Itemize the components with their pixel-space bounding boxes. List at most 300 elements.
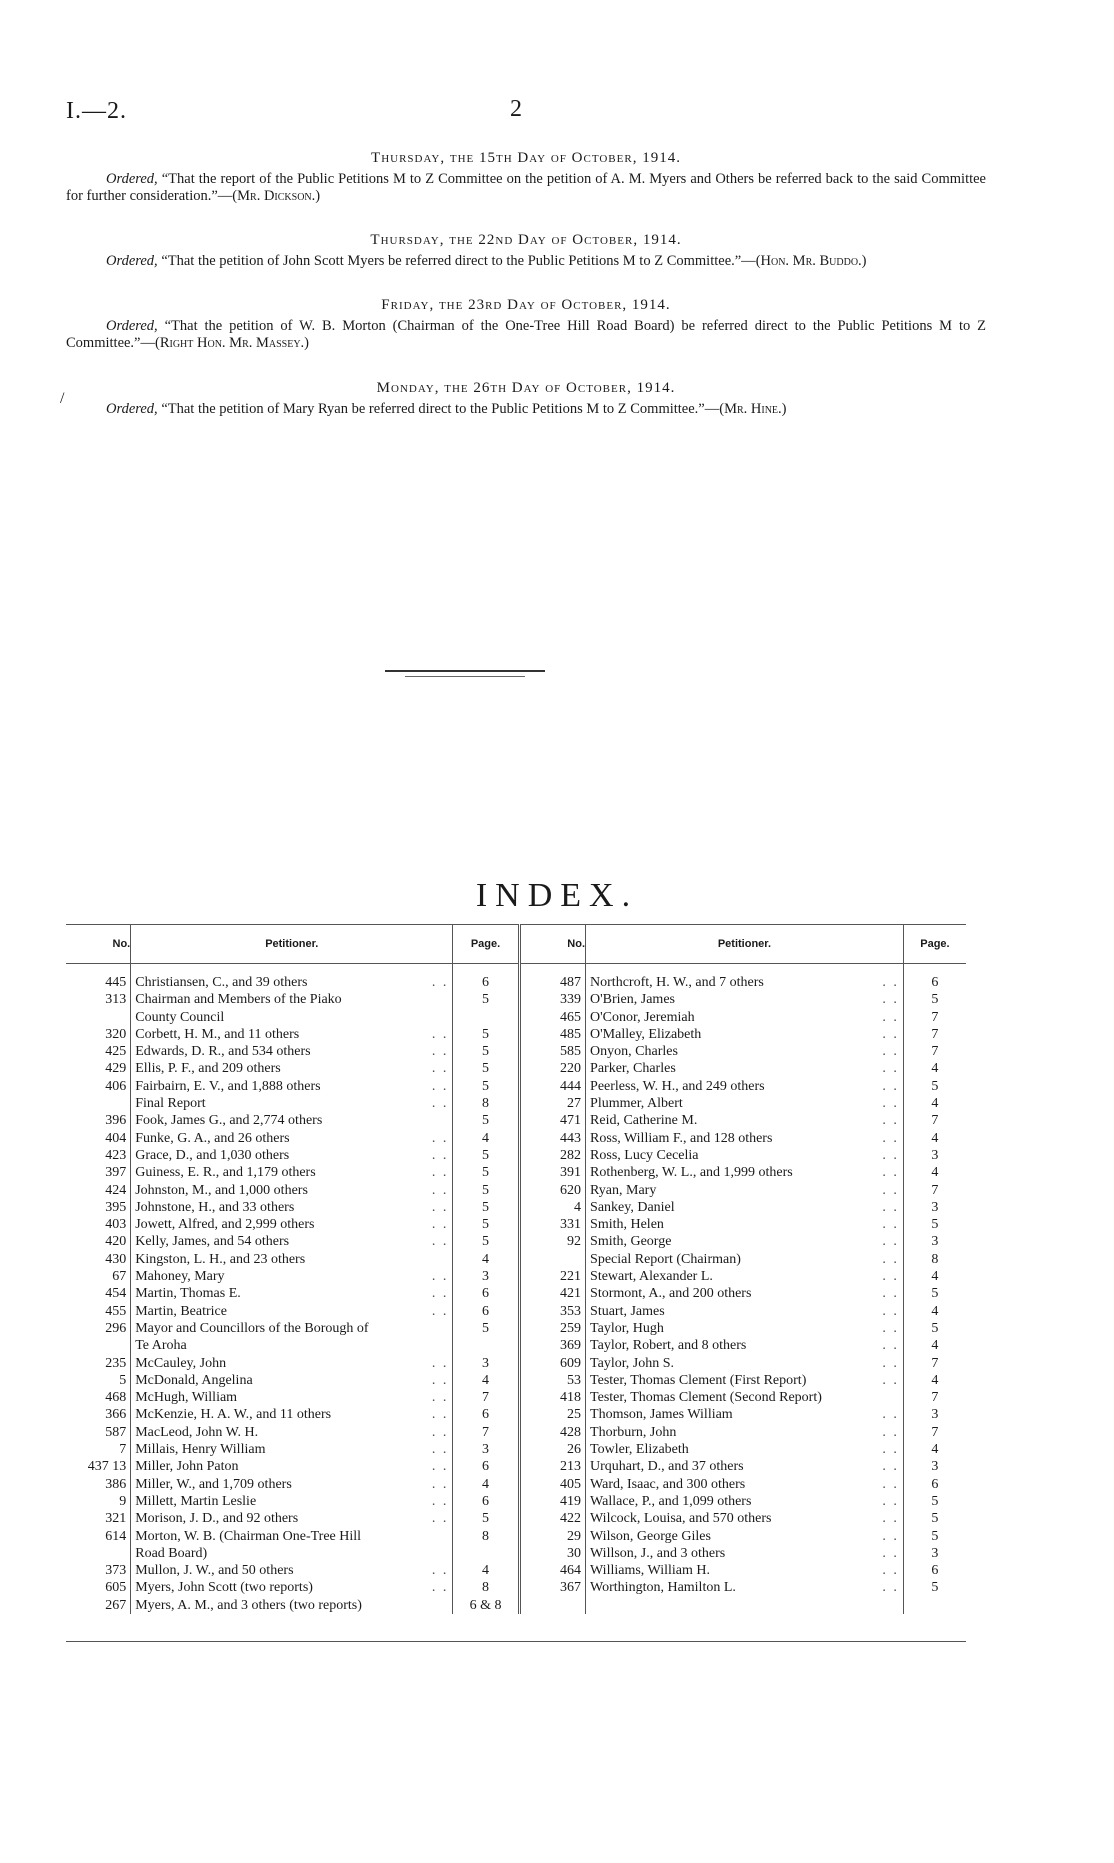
petitioner-name-left-text: Mahoney, Mary <box>135 1269 225 1285</box>
petition-number-left <box>66 991 131 1008</box>
petitioner-name-right-text: Parker, Charles <box>590 1061 676 1077</box>
petitioner-name-right <box>586 1545 904 1562</box>
page-ref-left-text: 3 <box>482 1442 490 1458</box>
page-ref-right <box>903 1389 966 1406</box>
petition-number-left-text: 235 <box>105 1355 127 1371</box>
page-ref-right-text: 7 <box>931 1026 939 1042</box>
index-row <box>66 1251 966 1268</box>
petition-number-left <box>66 1510 131 1527</box>
petition-number-left-text: 445 <box>105 975 127 990</box>
leader-dots: . . <box>882 1199 899 1215</box>
leader-dots: . . <box>882 1545 899 1561</box>
petitioner-name-right-text: Wilcock, Louisa, and 570 others <box>590 1511 772 1527</box>
petition-number-right <box>519 1320 585 1337</box>
petition-number-left-text: 7 <box>119 1442 127 1458</box>
petitioner-name-right-text: Thomson, James William <box>590 1407 733 1423</box>
page-ref-left <box>453 1268 519 1285</box>
leader-dots: . . <box>431 1044 449 1060</box>
page-ref-right <box>903 1579 966 1596</box>
petitioner-name-right <box>586 991 904 1008</box>
petition-number-left-text: 366 <box>105 1407 127 1423</box>
page-ref-right <box>903 1078 966 1095</box>
page-ref-left-text: 5 <box>482 1234 490 1250</box>
petitioner-name-right <box>586 1320 904 1337</box>
index-row <box>66 991 966 1008</box>
petition-number-left-text: 429 <box>105 1061 127 1077</box>
petition-number-right-text: 339 <box>560 992 582 1008</box>
petition-number-right-text: 405 <box>560 1476 582 1492</box>
petition-number-right <box>519 1147 585 1164</box>
petitioner-name-left <box>131 964 453 992</box>
petition-number-left <box>66 1406 131 1423</box>
petitioner-name-right <box>586 1424 904 1441</box>
petition-number-left-text: 437 13 <box>87 1459 127 1475</box>
petitioner-name-right-text: Stuart, James <box>590 1303 665 1319</box>
leader-dots: . . <box>431 975 449 990</box>
petitioner-name-right-text: Towler, Elizabeth <box>590 1442 689 1458</box>
petitioner-name-right-text: Taylor, Robert, and 8 others <box>590 1338 747 1354</box>
petition-number-left <box>66 1095 131 1112</box>
petition-number-left-text: 67 <box>112 1269 127 1285</box>
entry-date: Thursday, the 22nd Day of October, 1914. <box>370 232 682 248</box>
page-ref-right <box>903 964 966 992</box>
page-ref-right <box>903 1216 966 1233</box>
page-ref-right-text: 7 <box>931 1390 939 1406</box>
page-ref-right <box>903 1112 966 1129</box>
index-body <box>66 964 966 1614</box>
page-ref-left <box>453 1009 519 1026</box>
petition-number-left <box>66 1164 131 1181</box>
petition-number-left-text: 267 <box>105 1597 127 1613</box>
petition-number-left <box>66 1130 131 1147</box>
petitioner-name-right-text: Wallace, P., and 1,099 others <box>590 1493 752 1509</box>
page-ref-right-text: 7 <box>931 1355 939 1371</box>
petition-number-left-text: 396 <box>105 1113 127 1129</box>
page-ref-right-text: 7 <box>931 1182 939 1198</box>
page-ref-right-text: 3 <box>931 1234 939 1250</box>
petition-number-left <box>66 1545 131 1562</box>
page-ref-left-text: 4 <box>482 1563 490 1579</box>
petitioner-name-left-text: McHugh, William <box>135 1390 238 1406</box>
entry-date: Thursday, the 15th Day of October, 1914. <box>371 150 681 166</box>
petition-number-left-text: 5 <box>119 1372 127 1388</box>
page-ref-right-text: 5 <box>931 1217 939 1233</box>
page-ref-right <box>903 1233 966 1250</box>
petition-number-right-text: 4 <box>574 1199 582 1215</box>
page-ref-right <box>903 1320 966 1337</box>
petitioner-name-right-text: Smith, Helen <box>590 1217 664 1233</box>
leader-dots: . . <box>431 1026 449 1042</box>
page-ref-right-text: 5 <box>931 1528 939 1544</box>
petition-number-right <box>519 1545 585 1562</box>
page-ref-right-text: 4 <box>931 1130 939 1146</box>
petitioner-name-left-text: Final Report <box>135 1096 206 1112</box>
petition-number-left-text: 468 <box>105 1390 127 1406</box>
petitioner-name-right <box>586 1389 904 1406</box>
petition-number-left <box>66 1303 131 1320</box>
petitioner-name-left <box>131 1026 453 1043</box>
page-ref-left <box>453 1233 519 1250</box>
petition-number-right-text: 471 <box>560 1113 582 1129</box>
mover: (Mr. Hine.) <box>719 401 787 417</box>
page-ref-right <box>903 1545 966 1562</box>
petition-number-right-text: 465 <box>560 1009 582 1025</box>
page-ref-left <box>453 1164 519 1181</box>
motion-text: “That the petition of John Scott Myers be referred direct to the Public Petitions M to Z Committee.”— <box>157 253 756 269</box>
page-ref-left-text: 5 <box>482 1044 490 1060</box>
index-row <box>66 1199 966 1216</box>
index-row <box>66 1216 966 1233</box>
petitioner-name-left-text: Mayor and Councillors of the Borough of <box>135 1320 369 1336</box>
page-ref-left <box>453 1476 519 1493</box>
page-ref-left <box>453 1372 519 1389</box>
page-ref-right <box>903 1355 966 1372</box>
leader-dots: . . <box>882 1407 899 1423</box>
page-ref-right <box>903 1424 966 1441</box>
page-ref-left <box>453 1199 519 1216</box>
index-row <box>66 1406 966 1423</box>
page-ref-right <box>903 1458 966 1475</box>
page-ref-left <box>453 1112 519 1129</box>
page-ref-right-text: 4 <box>931 1338 939 1354</box>
petition-number-left-text: 406 <box>105 1078 127 1094</box>
petition-number-right <box>519 1458 585 1475</box>
petition-number-left-text: 9 <box>119 1493 127 1509</box>
index-row <box>66 1009 966 1026</box>
petitioner-name-left <box>131 1597 453 1614</box>
page-ref-left <box>453 1078 519 1095</box>
petitioner-name-left <box>131 1510 453 1527</box>
leader-dots: . . <box>431 1096 449 1112</box>
petitioner-name-left-text: Millett, Martin Leslie <box>135 1493 257 1509</box>
petitioner-name-right <box>586 1579 904 1596</box>
page-ref-left <box>453 1060 519 1077</box>
entry-oct-23 <box>66 297 986 352</box>
petitioner-name-right <box>586 1112 904 1129</box>
leader-dots: . . <box>431 1286 449 1302</box>
petition-number-left-text: 455 <box>105 1303 127 1319</box>
petitioner-name-right <box>586 1233 904 1250</box>
petitioner-name-left <box>131 1130 453 1147</box>
page-ref-right-text: 5 <box>931 1078 939 1094</box>
page-ref-right-text: 5 <box>931 1493 939 1509</box>
margin-mark: / <box>60 390 65 407</box>
petition-number-right <box>519 1355 585 1372</box>
page-ref-left-text: 6 <box>482 1286 490 1302</box>
page-ref-right <box>903 1528 966 1545</box>
petition-number-left <box>66 1424 131 1441</box>
petition-number-right-text: 391 <box>560 1165 582 1181</box>
petition-number-left <box>66 1579 131 1596</box>
page-ref-left-text: 3 <box>482 1269 490 1285</box>
leader-dots: . . <box>431 1061 449 1077</box>
petition-number-right <box>519 1199 585 1216</box>
page-ref-right-text: 3 <box>931 1199 939 1215</box>
petition-number-left-text: 395 <box>105 1199 127 1215</box>
leader-dots: . . <box>882 1182 899 1198</box>
page-ref-left <box>453 1216 519 1233</box>
petitioner-name-left <box>131 1285 453 1302</box>
page-ref-left <box>453 1597 519 1614</box>
petitioner-name-right-text: Peerless, W. H., and 249 others <box>590 1078 765 1094</box>
mover: (Hon. Mr. Buddo.) <box>755 253 867 269</box>
page-ref-left-text: 5 <box>482 1199 490 1215</box>
leader-dots: . . <box>882 1061 899 1077</box>
petitioner-name-left-text: Corbett, H. M., and 11 others <box>135 1026 300 1042</box>
page-ref-right <box>903 1130 966 1147</box>
petitioner-name-left <box>131 1476 453 1493</box>
petition-number-left <box>66 1355 131 1372</box>
page-ref-left-text: 3 <box>482 1355 490 1371</box>
entry-oct-26 <box>66 380 986 418</box>
petitioner-name-right-text: Willson, J., and 3 others <box>590 1545 726 1561</box>
petition-number-right <box>519 1130 585 1147</box>
petition-number-right <box>519 1424 585 1441</box>
petitioner-name-right-text: Ryan, Mary <box>590 1182 657 1198</box>
petitioner-name-left-text: Morison, J. D., and 92 others <box>135 1511 299 1527</box>
page-ref-right-text: 4 <box>931 1061 939 1077</box>
petition-number-left-text: 373 <box>105 1563 127 1579</box>
petitioner-name-left <box>131 1355 453 1372</box>
petitioner-name-left <box>131 1268 453 1285</box>
petition-number-right <box>519 1579 585 1596</box>
index-row <box>66 1285 966 1302</box>
entry-oct-22 <box>66 232 986 270</box>
petition-number-left-text: 404 <box>105 1130 127 1146</box>
petitioner-name-left <box>131 1182 453 1199</box>
petitioner-name-right <box>586 1337 904 1354</box>
page-ref-left <box>453 1424 519 1441</box>
page-ref-right-text: 3 <box>931 1545 939 1561</box>
page-ref-left-text: 5 <box>482 1217 490 1233</box>
page-ref-left-text: 7 <box>482 1424 490 1440</box>
petitioner-name-left-text: Christiansen, C., and 39 others <box>135 975 308 990</box>
paper-reference: I.—2. <box>66 98 127 124</box>
petitioner-name-right <box>586 1493 904 1510</box>
petition-number-right <box>519 1095 585 1112</box>
petition-number-right <box>519 964 585 992</box>
ordered-label: Ordered, <box>106 401 158 417</box>
petition-number-left <box>66 1043 131 1060</box>
petitioner-name-left <box>131 1406 453 1423</box>
petitioner-name-right <box>586 1009 904 1026</box>
petitioner-name-right <box>586 1285 904 1302</box>
page-ref-right <box>903 1095 966 1112</box>
petition-number-right-text: 620 <box>560 1182 582 1198</box>
page-ref-right <box>903 1441 966 1458</box>
petitioner-name-left <box>131 1337 453 1354</box>
petitioner-name-right-text: Rothenberg, W. L., and 1,999 others <box>590 1165 793 1181</box>
petitioner-name-right <box>586 1216 904 1233</box>
petition-number-left <box>66 1597 131 1614</box>
entry-text <box>66 401 986 418</box>
leader-dots: . . <box>431 1424 449 1440</box>
petitioner-name-right-text: O'Malley, Elizabeth <box>590 1026 702 1042</box>
page-number: 2 <box>510 96 522 122</box>
index-row <box>66 1355 966 1372</box>
index-row <box>66 1424 966 1441</box>
petitioner-name-left <box>131 1372 453 1389</box>
page-ref-left-text: 4 <box>482 1130 490 1146</box>
leader-dots: . . <box>431 1407 449 1423</box>
petition-number-right-text: 30 <box>567 1545 582 1561</box>
petition-number-left <box>66 1060 131 1077</box>
ordered-label: Ordered, <box>106 318 158 334</box>
petition-number-right-text: 29 <box>567 1528 582 1544</box>
page-ref-left <box>453 1389 519 1406</box>
leader-dots: . . <box>882 1009 899 1025</box>
petitioner-name-right-text: Special Report (Chairman) <box>590 1251 741 1267</box>
leader-dots: . . <box>882 1442 899 1458</box>
petitioner-name-right <box>586 1510 904 1527</box>
index-row <box>66 1528 966 1545</box>
page-ref-right <box>903 1251 966 1268</box>
leader-dots: . . <box>431 1442 449 1458</box>
petitioner-name-right <box>586 1372 904 1389</box>
motion-text: “That the petition of W. B. Morton (Chairman of the One-Tree Hill Road Board) be referred direct to the Public Petitions M to Z Committee.”— <box>66 318 986 351</box>
leader-dots: . . <box>882 1528 899 1544</box>
petition-number-right-text: 443 <box>560 1130 582 1146</box>
petition-number-left-text: 420 <box>105 1234 127 1250</box>
petition-number-left <box>66 1458 131 1475</box>
petitioner-name-right <box>586 1078 904 1095</box>
petition-number-left-text: 587 <box>105 1424 127 1440</box>
petition-number-right-text: 419 <box>560 1493 582 1509</box>
petition-number-left-text: 605 <box>105 1580 127 1596</box>
petition-number-right <box>519 1285 585 1302</box>
leader-dots: . . <box>431 1476 449 1492</box>
page-ref-left <box>453 1337 519 1354</box>
page-ref-right <box>903 1268 966 1285</box>
petitioner-name-right <box>586 1406 904 1423</box>
petition-number-left-text: 321 <box>105 1511 127 1527</box>
petitioner-name-left <box>131 1060 453 1077</box>
index-row <box>66 1233 966 1250</box>
petitioner-name-left <box>131 1147 453 1164</box>
petition-number-right <box>519 1562 585 1579</box>
petitioner-name-right <box>586 1147 904 1164</box>
leader-dots: . . <box>882 1511 899 1527</box>
petition-number-right <box>519 1164 585 1181</box>
petition-number-left <box>66 1199 131 1216</box>
petition-number-left <box>66 1147 131 1164</box>
entry-date: Friday, the 23rd Day of October, 1914. <box>381 297 671 313</box>
header-no-left: No. <box>66 925 131 964</box>
petitioner-name-right-text: Taylor, Hugh <box>590 1320 664 1336</box>
petition-number-left <box>66 1182 131 1199</box>
page-ref-right-text: 6 <box>931 975 939 990</box>
page-ref-right-text: 7 <box>931 1044 939 1060</box>
petitioner-name-left-text: Guiness, E. R., and 1,179 others <box>135 1165 316 1181</box>
petition-number-left-text: 430 <box>105 1251 127 1267</box>
entry-text <box>66 171 986 205</box>
page-ref-right-text: 7 <box>931 1009 939 1025</box>
page-ref-left <box>453 1251 519 1268</box>
petitioner-name-right <box>586 1458 904 1475</box>
section-divider <box>385 670 545 672</box>
index-row <box>66 1476 966 1493</box>
ordered-label: Ordered, <box>106 253 158 269</box>
header-petitioner-left: Petitioner. <box>131 925 453 964</box>
page-ref-right-text: 3 <box>931 1147 939 1163</box>
petition-number-right <box>519 991 585 1008</box>
petitioner-name-left <box>131 1009 453 1026</box>
page-ref-left <box>453 1528 519 1545</box>
petitioner-name-left <box>131 991 453 1008</box>
petition-number-right-text: 25 <box>567 1407 582 1423</box>
page-ref-left <box>453 1130 519 1147</box>
page-ref-right-text: 3 <box>931 1459 939 1475</box>
page-ref-left-text: 6 <box>482 1303 490 1319</box>
petitioner-name-left-text: Miller, W., and 1,709 others <box>135 1476 292 1492</box>
petitioner-name-left-text: Kingston, L. H., and 23 others <box>135 1251 306 1267</box>
petition-number-right-text: 585 <box>560 1044 582 1060</box>
petition-number-right-text: 487 <box>560 975 582 990</box>
petitioner-name-right <box>586 1199 904 1216</box>
petitioner-name-left <box>131 1164 453 1181</box>
petitioner-name-right <box>586 1251 904 1268</box>
petitioner-name-right-text: Stormont, A., and 200 others <box>590 1286 752 1302</box>
petition-number-left <box>66 1441 131 1458</box>
page-ref-left <box>453 1026 519 1043</box>
page-ref-right <box>903 1182 966 1199</box>
petitioner-name-left-text: Jowett, Alfred, and 2,999 others <box>135 1217 315 1233</box>
petition-number-left-text: 397 <box>105 1165 127 1181</box>
petition-number-left <box>66 1320 131 1337</box>
page-ref-left-text: 6 <box>482 1493 490 1509</box>
petition-number-right <box>519 1337 585 1354</box>
leader-dots: . . <box>882 1286 899 1302</box>
page-ref-left <box>453 1458 519 1475</box>
page-ref-right-text: 5 <box>931 992 939 1008</box>
leader-dots: . . <box>431 1078 449 1094</box>
petition-number-left-text: 454 <box>105 1286 127 1302</box>
petitioner-name-right-text: Thorburn, John <box>590 1424 677 1440</box>
petition-number-left-text: 403 <box>105 1217 127 1233</box>
index-header-row <box>66 925 966 964</box>
petition-number-left <box>66 1476 131 1493</box>
petitioner-name-left-text: Martin, Thomas E. <box>135 1286 241 1302</box>
leader-dots: . . <box>882 1580 899 1596</box>
petition-number-right <box>519 1597 585 1614</box>
page-ref-left-text: 5 <box>482 1165 490 1181</box>
petition-number-left <box>66 1337 131 1354</box>
index-bottom-rule <box>66 1641 966 1642</box>
petition-number-left-text: 614 <box>105 1528 127 1544</box>
petitioner-name-left-text: Funke, G. A., and 26 others <box>135 1130 290 1146</box>
petition-number-right-text: 444 <box>560 1078 582 1094</box>
page-ref-right-text: 6 <box>931 1563 939 1579</box>
petitioner-name-right <box>586 1060 904 1077</box>
leader-dots: . . <box>882 1269 899 1285</box>
header-page-right: Page. <box>903 925 966 964</box>
petitioner-name-left-text: Myers, A. M., and 3 others (two reports) <box>135 1597 362 1613</box>
page-ref-left-text: 8 <box>482 1096 490 1112</box>
page-ref-right <box>903 1199 966 1216</box>
petition-number-right-text: 259 <box>560 1320 582 1336</box>
page-ref-right-text: 4 <box>931 1442 939 1458</box>
page-ref-left-text: 5 <box>482 1511 490 1527</box>
page-ref-left-text: 4 <box>482 1251 490 1267</box>
section-divider-thin <box>405 676 525 677</box>
petition-number-left-text: 296 <box>105 1320 127 1336</box>
index-row <box>66 1389 966 1406</box>
petition-number-left <box>66 1285 131 1302</box>
leader-dots: . . <box>431 1217 449 1233</box>
leader-dots: . . <box>431 1459 449 1475</box>
petitioner-name-right <box>586 1130 904 1147</box>
leader-dots: . . <box>431 1199 449 1215</box>
